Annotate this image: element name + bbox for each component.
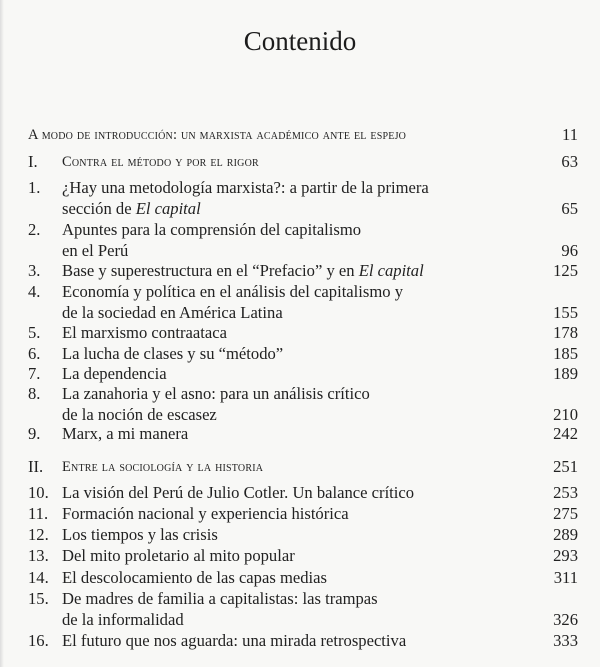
toc-text: La visión del Perú de Julio Cotler. Un balance crítico xyxy=(62,483,415,502)
toc-page: 11 xyxy=(562,125,578,144)
toc-num: 9. xyxy=(28,424,41,443)
page-title: Contenido xyxy=(243,26,357,56)
toc-num: 3. xyxy=(28,261,41,280)
toc-page: 275 xyxy=(553,504,578,523)
toc-page: 242 xyxy=(553,424,578,443)
toc-text-line xyxy=(62,261,424,282)
toc-num: 4. xyxy=(28,282,41,301)
toc-text: ¿Hay una metodología marxista?: a partir de la primera xyxy=(62,178,429,197)
toc-page: 210 xyxy=(553,404,578,424)
toc-page: 185 xyxy=(553,344,578,363)
toc-text: Formación nacional y experiencia histórica xyxy=(62,504,349,523)
toc-num: 13. xyxy=(28,546,49,565)
toc-page: 63 xyxy=(561,152,578,171)
toc-text: El marxismo contraataca xyxy=(62,323,227,342)
toc-num: I. xyxy=(28,152,38,171)
toc-italic-title: El capital xyxy=(358,261,424,280)
toc-num: 11. xyxy=(28,504,49,523)
toc-text: La zanahoria y el asno: para un análisis crítico xyxy=(62,384,370,403)
toc-page: 253 xyxy=(553,483,578,502)
toc-num: 1. xyxy=(28,178,41,197)
toc-text: Contra el método y por el rigor xyxy=(62,154,259,170)
toc-page: 189 xyxy=(553,364,578,383)
toc-text: Del mito proletario al mito popular xyxy=(62,546,295,565)
toc-num: II. xyxy=(28,457,44,476)
toc-page: 125 xyxy=(553,261,578,280)
toc-num: 8. xyxy=(28,384,41,403)
toc-num: 15. xyxy=(28,589,49,608)
toc-text: El futuro que nos aguarda: una mirada retrospectiva xyxy=(62,631,407,650)
toc-num: 14. xyxy=(28,568,49,587)
toc-text: Los tiempos y las crisis xyxy=(62,525,218,544)
toc-text: de la sociedad en América Latina xyxy=(62,302,283,322)
toc-page: 178 xyxy=(553,323,578,342)
toc-page: 293 xyxy=(553,546,578,565)
toc-num: 5. xyxy=(28,323,41,342)
toc-text: La lucha de clases y su “método” xyxy=(62,344,284,363)
toc-page: 251 xyxy=(553,457,578,476)
toc-num: 7. xyxy=(28,364,41,383)
toc-num: 6. xyxy=(28,344,41,363)
toc-text: Apuntes para la comprensión del capitalismo xyxy=(62,220,362,239)
toc-page: 155 xyxy=(553,302,578,322)
toc-page: 333 xyxy=(553,631,578,650)
toc-text: de la informalidad xyxy=(62,609,184,629)
toc-page: 326 xyxy=(553,609,578,629)
toc-text: de la noción de escasez xyxy=(62,404,217,424)
toc-page: 65 xyxy=(561,198,578,218)
toc-page: 96 xyxy=(561,240,578,260)
toc-text: A modo de introducción: un marxista académico ante el espejo xyxy=(28,127,407,143)
toc-text: La dependencia xyxy=(62,364,167,383)
toc-text: Base y superestructura en el “Prefacio” y en xyxy=(62,261,359,280)
toc-num: 16. xyxy=(28,631,49,650)
toc-num: 2. xyxy=(28,220,41,239)
toc-num: 10. xyxy=(28,483,49,502)
toc-text: Economía y política en el análisis del capitalismo y xyxy=(62,282,403,301)
toc-text: De madres de familia a capitalistas: las trampas xyxy=(62,589,378,608)
toc-page: 289 xyxy=(553,525,578,544)
toc-italic-title: El capital xyxy=(135,198,201,218)
toc-text: Entre la sociología y la historia xyxy=(62,459,264,475)
toc-text-line2 xyxy=(62,199,201,220)
toc-text: Marx, a mi manera xyxy=(62,424,189,443)
toc-page: 311 xyxy=(553,568,578,587)
toc-text: sección de xyxy=(62,198,136,218)
toc-text: El descolocamiento de las capas medias xyxy=(62,568,327,587)
page-edge-shadow xyxy=(0,0,4,667)
toc-text: en el Perú xyxy=(62,240,129,260)
toc-num: 12. xyxy=(28,525,49,544)
